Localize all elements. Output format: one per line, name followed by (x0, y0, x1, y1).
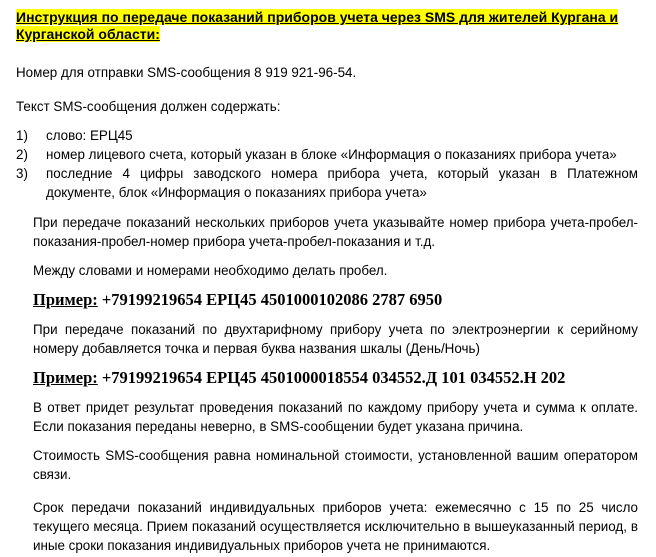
document-title: Инструкция по передаче показаний приборов учета через SMS для жителей Кургана и Курганской области: (16, 9, 619, 42)
cost-paragraph: Стоимость SMS-сообщения равна номинальной стоимости, установленной вашим оператором связи. (33, 448, 638, 482)
phone-number-line: Номер для отправки SMS-сообщения 8 919 921-96-54. (16, 65, 357, 80)
list-item: 2) номер лицевого счета, который указан в блоке «Информация о показаниях прибора учета» (16, 147, 617, 162)
example-single: Пример: +79199219654 ЕРЦ45 4501000102086 2787 6950 (33, 290, 443, 309)
reply-paragraph: В ответ придет результат проведения показаний по каждому прибору учета и сумма к оплате. Если показания переданы неверно, в SMS-сообщении будет указана причина. (33, 400, 638, 434)
two-tariff-paragraph: При передаче показаний по двухтарифному прибору учета по электроэнергии к серийному номеру добавляется точка и первая буква названия шкалы (День/Ночь) (33, 322, 638, 356)
sms-content-list (16, 126, 638, 202)
space-rule-paragraph: Между словами и номерами необходимо делать пробел. (33, 263, 388, 278)
document-page (16, 9, 638, 555)
period-paragraph: Срок передачи показаний индивидуальных приборов учета: ежемесячно с 15 по 25 число текущего месяца. Прием показаний осуществляется исключительно в вышеуказанный период, в иные сроки показания индивидуальных приборов учета не принимаются. (33, 500, 638, 553)
example-two-tariff: Пример: +79199219654 ЕРЦ45 4501000018554 034552.Д 101 034552.Н 202 (33, 368, 566, 387)
sms-text-intro: Текст SMS-сообщения должен содержать: (16, 99, 281, 114)
list-item: 3) последние 4 цифры заводского номера прибора учета, который указан в Платежном документе, блок «Информация о показаниях прибора учета» (16, 166, 638, 200)
list-item: 1) слово: ЕРЦ45 (16, 128, 133, 143)
multiple-meters-paragraph: При передаче показаний нескольких приборов учета указывайте номер прибора учета-пробел-показания-пробел-номер прибора учета-пробел-показания и т.д. (33, 215, 638, 249)
